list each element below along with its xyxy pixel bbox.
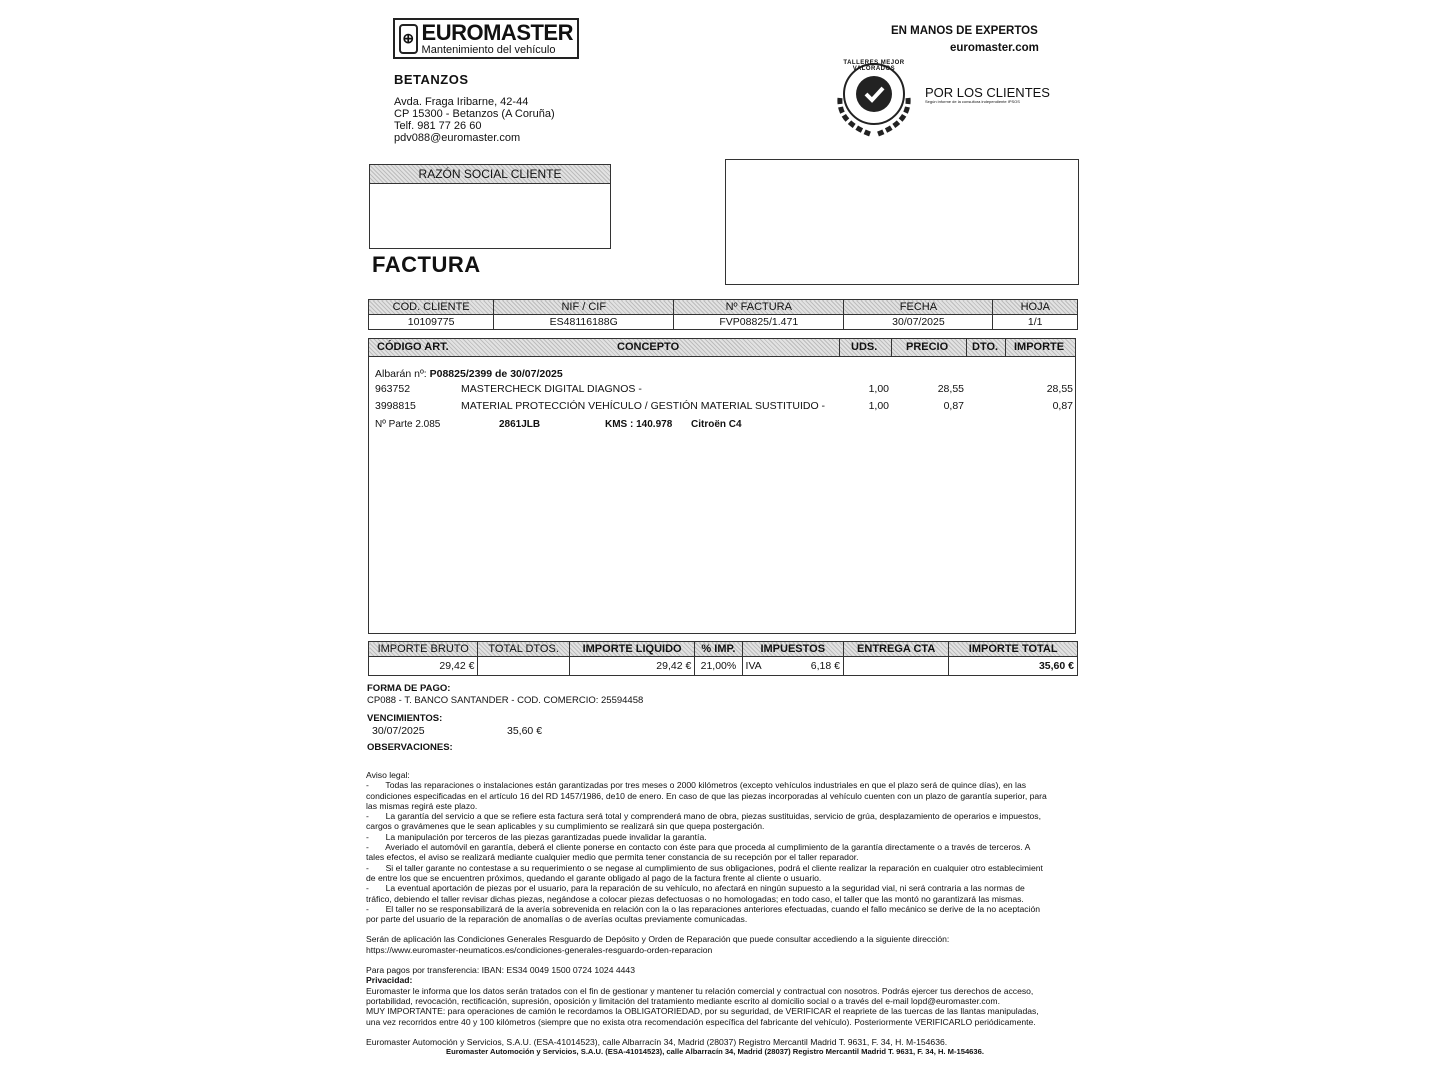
legal-line: - La manipulación por terceros de las piezas garantizadas puede invalidar la garantía. [366,831,707,842]
divider [839,339,840,356]
nif: ES48116188G [494,315,674,330]
row-code: 3998815 [375,400,416,412]
info-header: FECHA [844,300,993,315]
albaran-label: Albarán nº: [375,368,427,380]
totals-header: ENTREGA CTA [843,642,948,657]
invoice-number: FVP08825/1.471 [674,315,844,330]
slogan: EN MANOS DE EXPERTOS [891,25,1038,37]
conditions-link[interactable]: https://www.euromaster-neumaticos.es/condiciones-generales-resguardo-orden-reparacion [366,944,713,955]
legal-line: condiciones especificadas en el artículo 16 del RD 1457/1986, de10 de enero. En caso de que las piezas incorporadas al vehículo cuenten con un plazo de garantía superior, para [366,790,1047,801]
privacy-line: portabilidad, revocación, rectificación, supresión, oposición y limitación del tratamiento mediante escrito al domicilio social o a través del e-mail lopd@euromaster.com. [366,995,1000,1006]
items-header-code: CÓDIGO ART. [377,341,449,353]
albaran-value: P08825/2399 de 30/07/2025 [429,368,563,380]
footer-company-bold: Euromaster Automoción y Servicios, S.A.U. (ESA-41014523), calle Albarracín 34, Madrid (28037) Registro Mercantil Madrid T. 9631, F. 34, H. M-154636. [446,1047,984,1057]
legal-line: tráfico, debiendo el taller revisar dichas piezas, negándose a colocar piezas defectuosas o no homologadas; en todo caso, el taller que las montó no garantizará las mismas. [366,893,1024,904]
observations-label: OBSERVACIONES: [367,742,453,753]
website: euromaster.com [950,42,1039,54]
legal-line: - La garantía del servicio a que se refiere esta factura será total y comprenderá mano de obra, piezas sustituidas, servicio de grúa, desplazamiento de operarios e impuestos, [366,811,1041,822]
parte-label: Nº Parte 2.085 [375,419,441,430]
address-box [725,159,1079,285]
branch-name: BETANZOS [394,72,469,87]
client-code: 10109775 [369,315,494,330]
legal-title: Aviso legal: [366,770,410,780]
legal-line: - Averiado el automóvil en garantía, deberá el cliente ponerse en contacto con éste para que proceda al cumplimiento de la garantía directamente o a través de terceros. A [366,842,1031,853]
seal-label: POR LOS CLIENTES [925,85,1050,100]
row-code: 963752 [375,383,411,395]
divider [891,339,892,356]
row-price: 0,87 [943,400,964,412]
delivery-account [843,657,948,676]
tax-percent: 21,00% [695,657,742,676]
row-amount: 0,87 [1052,400,1073,412]
branch-address [394,96,555,144]
row-uds: 1,00 [868,400,889,412]
due-date: 30/07/2025 [372,725,425,737]
due-amount: 35,60 € [507,725,543,737]
plate: 2861JLB [499,419,541,430]
totals-header: % IMP. [695,642,742,657]
logo-text [421,19,573,56]
branch-line: Avda. Fraga Iribarne, 42-44 [394,96,529,108]
row-uds: 1,00 [868,383,889,395]
info-header: COD. CLIENTE [369,300,494,315]
wheel-logo-icon: ⊕ [399,24,418,54]
invoice-date: 30/07/2025 [844,315,993,330]
totals-header: IMPORTE BRUTO [369,642,478,657]
logo-brand: EUROMASTER [421,19,573,45]
page-number: 1/1 [993,315,1078,330]
privacy-line: Euromaster le informa que los datos serán tratados con el fin de gestionar y mantener tu relación comercial y contractual con nosotros. Podrás ejercer tus derechos de acceso, [366,985,1034,996]
branch-line: CP 15300 - Betanzos (A Coruña) [394,108,555,120]
legal-line: de entre los que se encuentren próximos, quedando el garante obligado al pago de la factura frente al cliente o usuario. [366,872,822,883]
payment-label: FORMA DE PAGO: [367,683,451,694]
items-header-price: PRECIO [906,341,949,353]
total-amount: 35,60 € [949,657,1078,676]
kms: KMS : 140.978 [605,419,673,430]
net-amount: 29,42 € [569,657,695,676]
conditions-line: Serán de aplicación las Condiciones Generales Resguardo de Depósito y Orden de Reparación que puede consultar accediendo a la siguiente dirección: [366,934,950,945]
due-label: VENCIMIENTOS: [367,713,443,724]
items-header-concept: CONCEPTO [617,341,680,353]
table-row [369,383,1075,397]
legal-line: - Si el taller garante no contestase a su requerimiento o se negase al cumplimiento de sus obligaciones, podrá el cliente realizar la reparación en cualquier otro establecimient [366,862,1043,873]
info-header: Nº FACTURA [674,300,844,315]
totals-header: IMPUESTOS [742,642,843,657]
client-box-label: RAZÓN SOCIAL CLIENTE [370,165,610,184]
parte-row [369,419,1075,433]
items-header-dto: DTO. [972,341,999,353]
gross-amount: 29,42 € [369,657,478,676]
items-header-amount: IMPORTE [1014,341,1065,353]
logo-tagline: Mantenimiento del vehículo [421,43,556,56]
seal-text: TALLERES MEJOR VALORADOS [843,60,905,72]
payment-value: CP088 - T. BANCO SANTANDER - COD. COMERCIO: 25594458 [367,695,644,706]
doc-title: FACTURA [372,252,481,277]
row-amount: 28,55 [1046,383,1073,395]
privacy-line: una vez recorridos entre 40 y 100 kilómetros (siempre que no exista otra recomendación específica del fabricante del vehículo). Posteriormente VERIFICARLO periódicamente. [366,1016,1036,1027]
totals-table [368,641,1078,676]
divider [1005,339,1006,356]
seal-sub: Según informe de la consultora independiente IPSOS [925,99,1020,104]
info-table [368,299,1078,330]
row-concept: MASTERCHECK DIGITAL DIAGNOS - [461,383,642,395]
legal-line: las mismas regirá este plazo. [366,800,478,811]
albaran [375,368,563,380]
items-header [369,339,1075,357]
info-header: NIF / CIF [494,300,674,315]
tax-cell [742,657,843,676]
footer-company: Euromaster Automoción y Servicios, S.A.U. (ESA-41014523), calle Albarracín 34, Madrid (28037) Registro Mercantil Madrid T. 9631, F. 34, H. M-154636. [366,1036,948,1047]
euromaster-logo [393,18,579,59]
legal-line: - La eventual aportación de piezas por el usuario, para la reparación de su vehículo, no afectará en ningún supuesto a la seguridad vial, ni será contraria a las normas de [366,883,1025,894]
totals-header: IMPORTE TOTAL [949,642,1078,657]
table-row [369,400,1075,414]
legal-line: - El taller no se responsabilizará de la avería sobrevenida en relación con la o las reparaciones anteriores efectuadas, cuando el fallo mecánico se derive de la no aceptación [366,903,1041,914]
totals-header: IMPORTE LIQUIDO [569,642,695,657]
divider [966,339,967,356]
row-concept: MATERIAL PROTECCIÓN VEHÍCULO / GESTIÓN MATERIAL SUSTITUIDO - [461,400,826,412]
privacy-line: MUY IMPORTANTE: para operaciones de camión le recordamos la OBLIGATORIEDAD, por su seguridad, de VERIFICAR el reapriete de las tuercas de las llantas manipuladas, [366,1006,1039,1017]
totals-header: TOTAL DTOS. [478,642,569,657]
privacy-title: Privacidad: [366,975,413,986]
branch-line: Telf. 981 77 26 60 [394,120,482,132]
total-discounts [478,657,569,676]
items-header-uds: UDS. [851,341,878,353]
legal-notice [366,770,1080,1057]
legal-line: - Todas las reparaciones o instalaciones están garantizadas por tres meses o 2000 kilómetros (excepto vehículos industriales en que el plazo será de quince días), en las [366,780,1027,791]
row-price: 28,55 [937,383,964,395]
branch-email: pdv088@euromaster.com [394,132,521,144]
info-header: HOJA [993,300,1078,315]
legal-line: tales efectos, el aviso se realizará mediante cualquier medio que permita tener constancia de su recepción por el taller reparador. [366,852,859,863]
legal-line: cargos o gravámenes que le sean aplicables y su cumplimiento se realizará sin que quepa postergación. [366,821,765,832]
iban-line: Para pagos por transferencia: IBAN: ES34 0049 1500 0724 1024 4443 [366,965,635,976]
tax-amount: 6,18 € [810,660,840,672]
model: Citroën C4 [691,419,742,430]
items-table [368,338,1076,634]
legal-line: por parte del usuario de la reparación de anomalías o de averías ocultas previamente comunicadas. [366,914,748,925]
client-box [369,164,611,249]
tax-name: IVA [745,660,762,672]
